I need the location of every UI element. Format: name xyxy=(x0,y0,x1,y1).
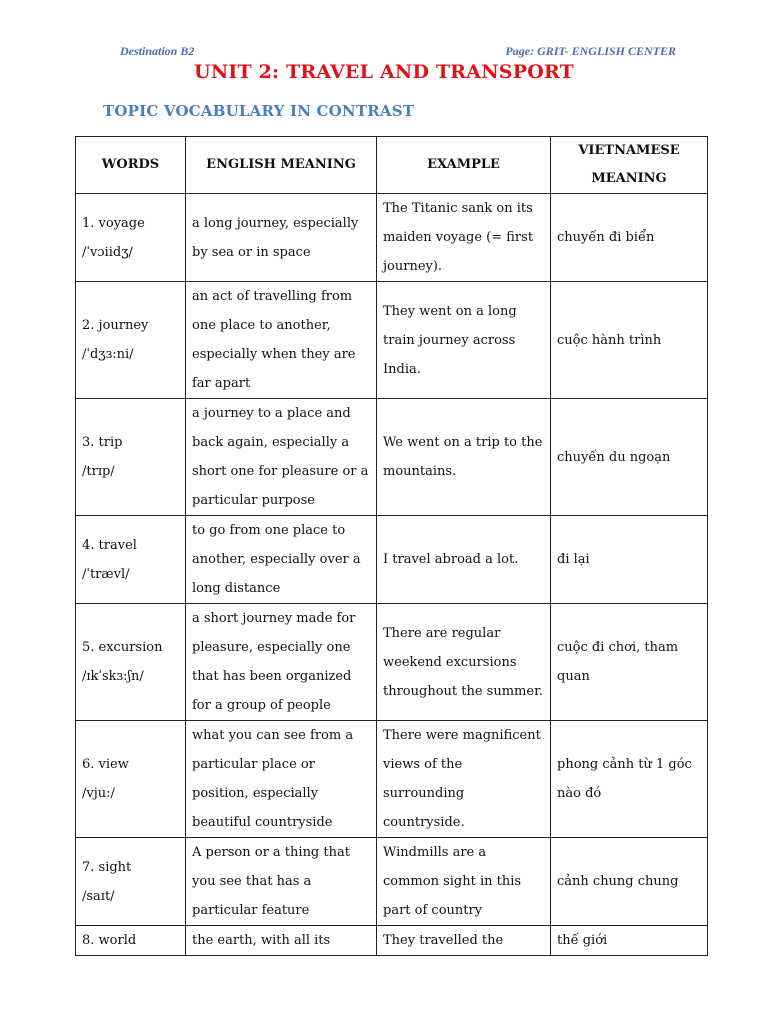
word-cell xyxy=(76,721,186,838)
example-cell: There were magnificent views of the surrounding countryside. xyxy=(377,721,551,838)
section-subtitle: TOPIC VOCABULARY IN CONTRAST xyxy=(103,102,415,120)
vietnamese-meaning-cell: chuyến đi biển xyxy=(551,194,708,282)
english-meaning-cell: a long journey, especially by sea or in space xyxy=(186,194,377,282)
english-meaning-cell: an act of travelling from one place to another, especially when they are far apart xyxy=(186,282,377,399)
word-cell xyxy=(76,399,186,516)
word-text: 5. excursion xyxy=(82,640,163,655)
vietnamese-meaning-cell: đi lại xyxy=(551,516,708,604)
table-row xyxy=(76,516,708,604)
english-meaning-cell: to go from one place to another, especially over a long distance xyxy=(186,516,377,604)
english-meaning-cell: a journey to a place and back again, especially a short one for pleasure or a particular purpose xyxy=(186,399,377,516)
table-row xyxy=(76,399,708,516)
table-row xyxy=(76,282,708,399)
vietnamese-meaning-cell: cuộc đi chơi, tham quan xyxy=(551,604,708,721)
word-cell xyxy=(76,282,186,399)
word-text: 8. world xyxy=(82,933,137,948)
word-text: 3. trip xyxy=(82,435,123,450)
word-text: 1. voyage xyxy=(82,215,145,231)
word-cell xyxy=(76,194,186,282)
vietnamese-meaning-cell: cảnh chung chung xyxy=(551,838,708,926)
table-row xyxy=(76,926,708,956)
example-cell: I travel abroad a lot. xyxy=(377,516,551,604)
word-cell xyxy=(76,926,186,956)
vocabulary-table xyxy=(75,136,708,956)
column-header-vietnamese-meaning: VIETNAMESE MEANING xyxy=(551,137,708,194)
table-row xyxy=(76,604,708,721)
vietnamese-meaning-cell: phong cảnh từ 1 góc nào đó xyxy=(551,721,708,838)
english-meaning-cell: the earth, with all its xyxy=(186,926,377,956)
word-text: 2. journey xyxy=(82,318,149,333)
word-text: 7. sight xyxy=(82,859,132,875)
column-header-words: WORDS xyxy=(76,137,186,194)
table-row xyxy=(76,194,708,282)
example-cell: We went on a trip to the mountains. xyxy=(377,399,551,516)
english-meaning-cell: a short journey made for pleasure, especially one that has been organized for a group of people xyxy=(186,604,377,721)
column-header-example: EXAMPLE xyxy=(377,137,551,194)
vietnamese-meaning-cell: cuộc hành trình xyxy=(551,282,708,399)
vietnamese-meaning-cell: chuyến du ngoạn xyxy=(551,399,708,516)
example-cell: There are regular weekend excursions throughout the summer. xyxy=(377,604,551,721)
pronunciation-text: /vju:/ xyxy=(82,786,115,801)
pronunciation-text: /saɪt/ xyxy=(82,888,115,904)
pronunciation-text: /ɪkˈskɜ:ʃn/ xyxy=(82,669,144,684)
english-meaning-cell: A person or a thing that you see that has a particular feature xyxy=(186,838,377,926)
word-text: 4. travel xyxy=(82,537,137,553)
column-header-english-meaning: ENGLISH MEANING xyxy=(186,137,377,194)
english-meaning-cell: what you can see from a particular place or position, especially beautiful countryside xyxy=(186,721,377,838)
example-cell: They travelled the xyxy=(377,926,551,956)
header-book-title: Destination B2 xyxy=(120,44,195,58)
word-cell xyxy=(76,516,186,604)
pronunciation-text: /trɪp/ xyxy=(82,464,115,479)
pronunciation-text: /ˈvɔiidʒ/ xyxy=(82,244,133,260)
vietnamese-meaning-cell: thế giới xyxy=(551,926,708,956)
word-cell xyxy=(76,604,186,721)
example-cell: Windmills are a common sight in this part of country xyxy=(377,838,551,926)
unit-title: UNIT 2: TRAVEL AND TRANSPORT xyxy=(194,61,574,83)
table-row xyxy=(76,838,708,926)
pronunciation-text: /ˈtrævl/ xyxy=(82,566,130,582)
example-cell: They went on a long train journey across India. xyxy=(377,282,551,399)
header-page-label: Page: GRIT- ENGLISH CENTER xyxy=(505,44,676,58)
pronunciation-text: /ˈdʒɜ:ni/ xyxy=(82,347,134,362)
table-row xyxy=(76,721,708,838)
table-header-row xyxy=(76,137,708,194)
word-cell xyxy=(76,838,186,926)
running-header xyxy=(0,44,768,60)
word-text: 6. view xyxy=(82,757,129,772)
example-cell: The Titanic sank on its maiden voyage (= first journey). xyxy=(377,194,551,282)
